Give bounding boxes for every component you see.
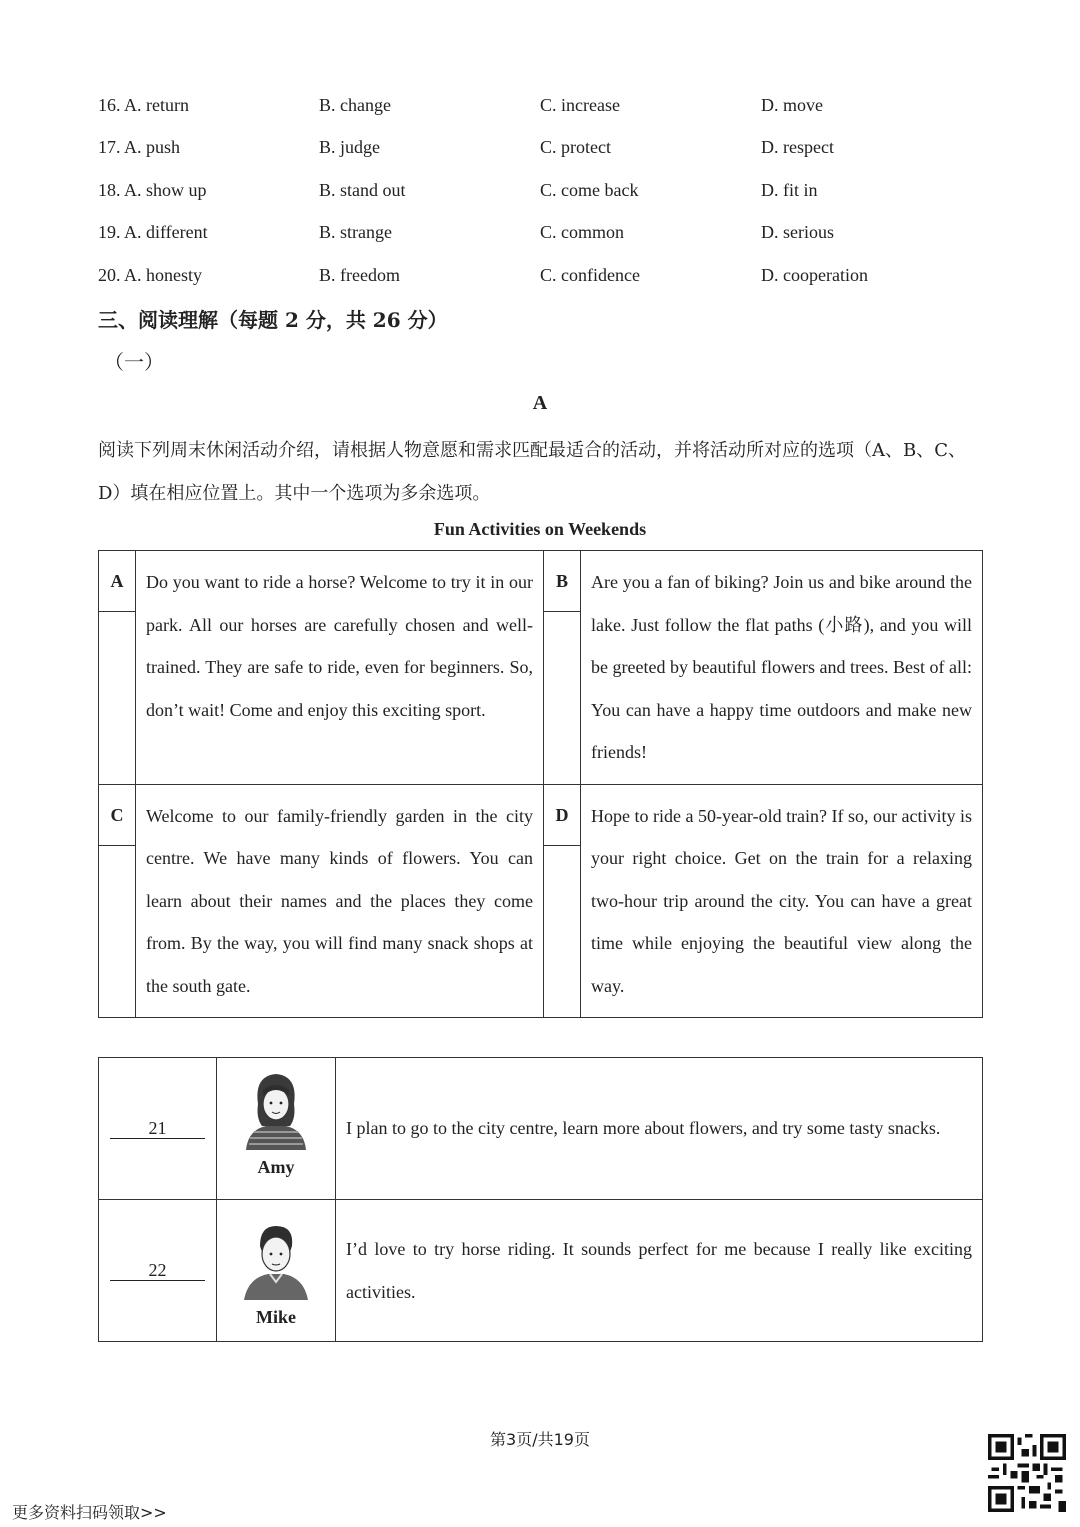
option-c: C. protect — [540, 137, 611, 157]
portrait-cell — [217, 1200, 336, 1342]
portrait-cell — [217, 1058, 336, 1200]
option-b: B. stand out — [319, 180, 406, 200]
option-row-16 — [98, 95, 998, 125]
section-title: 三、阅读理解（每题 2 分，共 26 分） — [98, 308, 448, 332]
option-d: D. fit in — [761, 180, 818, 200]
option-b: B. freedom — [319, 265, 400, 285]
option-b: B. change — [319, 95, 391, 115]
person-name: Amy — [257, 1157, 295, 1177]
letter-cell — [99, 784, 136, 1018]
activity-text: Do you want to ride a horse? Welcome to try it in our park. All our horses are carefully chosen and well-trained. They are safe to ride, even for beginners. So, don’t wait! Come and enjoy this exciting sport. — [136, 551, 544, 785]
option-row-18 — [98, 180, 998, 210]
activities-table — [98, 550, 983, 1018]
option-a: 18. A. show up — [98, 180, 207, 200]
person-name: Mike — [256, 1307, 296, 1327]
activity-letter: C — [99, 785, 135, 846]
option-row-19 — [98, 222, 998, 252]
option-d: D. cooperation — [761, 265, 868, 285]
activity-text: Welcome to our family-friendly garden in the city centre. We have many kinds of flowers. You can learn about their names and the places they come from. By the way, you will find many snack shops at the south gate. — [136, 784, 544, 1018]
section-subtitle: （一） — [104, 350, 164, 374]
activity-letter: B — [544, 551, 580, 612]
instructions: 阅读下列周末休闲活动介绍，请根据人物意愿和需求匹配最适合的活动，并将活动所对应的选项（A、B、C、D）填在相应位置上。其中一个选项为多余选项。 — [98, 440, 966, 504]
person-row — [99, 1200, 983, 1342]
letter-cell — [544, 784, 581, 1018]
activities-row — [99, 551, 983, 785]
activity-text: Hope to ride a 50-year-old train? If so, our activity is your right choice. Get on the train for a relaxing two-hour trip around the city. You can have a great time while enjoying the beautiful view along the way. — [581, 784, 983, 1018]
option-d: D. move — [761, 95, 823, 115]
option-d: D. respect — [761, 137, 834, 157]
passage-letter: A — [532, 392, 548, 414]
answer-blank-cell — [99, 1058, 217, 1200]
option-c: C. confidence — [540, 265, 640, 285]
boy-portrait-icon — [236, 1216, 316, 1300]
option-c: C. common — [540, 222, 624, 242]
answer-blank[interactable]: 21 — [110, 1118, 205, 1139]
activity-letter: A — [99, 551, 135, 612]
activity-text: Are you a fan of biking? Join us and bike around the lake. Just follow the flat paths (小路), and you will be greeted by beautiful flowers and trees. Best of all: You can have a happy time outdoors and make new friends! — [581, 551, 983, 785]
person-row — [99, 1058, 983, 1200]
option-a: 20. A. honesty — [98, 265, 203, 285]
letter-cell — [544, 551, 581, 785]
activity-letter: D — [544, 785, 580, 846]
option-b: B. judge — [319, 137, 380, 157]
qr-code-icon[interactable] — [988, 1434, 1066, 1512]
activities-row — [99, 784, 983, 1018]
option-row-17 — [98, 137, 998, 167]
page-number: 第3页/共19页 — [490, 1430, 590, 1449]
option-c: C. come back — [540, 180, 639, 200]
option-a: 17. A. push — [98, 137, 181, 157]
letter-cell — [99, 551, 136, 785]
option-d: D. serious — [761, 222, 834, 242]
people-table — [98, 1057, 983, 1342]
person-statement: I’d love to try horse riding. It sounds perfect for me because I really like exciting activities. — [336, 1200, 983, 1342]
person-statement: I plan to go to the city centre, learn more about flowers, and try some tasty snacks. — [336, 1058, 983, 1200]
more-resources-link[interactable]: 更多资料扫码领取>> — [12, 1503, 167, 1522]
answer-blank[interactable]: 22 — [110, 1260, 205, 1281]
girl-portrait-icon — [236, 1066, 316, 1150]
answer-blank-cell — [99, 1200, 217, 1342]
option-row-20 — [98, 265, 998, 295]
option-c: C. increase — [540, 95, 620, 115]
option-b: B. strange — [319, 222, 392, 242]
option-a: 16. A. return — [98, 95, 189, 115]
table-title: Fun Activities on Weekends — [433, 519, 647, 539]
option-a: 19. A. different — [98, 222, 208, 242]
